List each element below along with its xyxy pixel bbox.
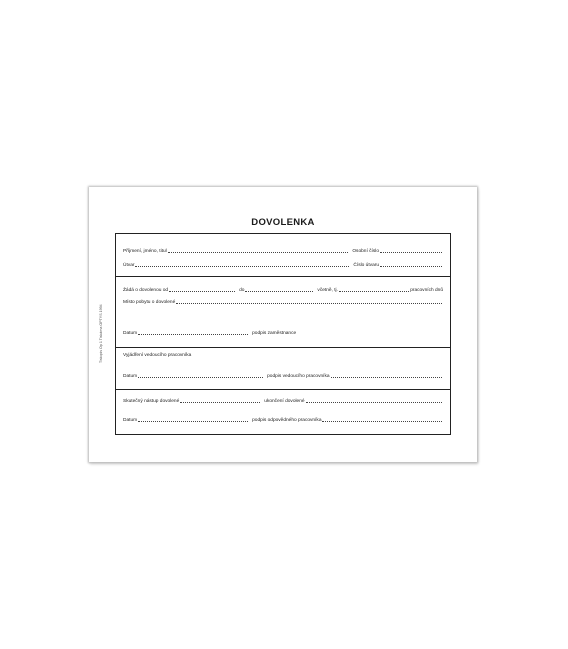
- row-name: [123, 246, 443, 254]
- end-label: ukončení dovolené: [264, 399, 305, 404]
- section-actual-leave: [116, 390, 450, 436]
- location-label: Místo pobytu o dovolené: [123, 300, 176, 305]
- department-number-field[interactable]: [380, 266, 442, 267]
- including-label: včetně, tj.: [317, 288, 338, 293]
- row-leave-dates: [123, 285, 443, 293]
- section-personal-info: [116, 234, 450, 277]
- department-number-label: Číslo útvaru: [353, 263, 379, 268]
- to-label: do: [239, 288, 245, 293]
- date-field[interactable]: [138, 334, 248, 335]
- workdays-label: pracovních dnů: [410, 288, 443, 293]
- form-title: DOVOLENKA: [251, 217, 315, 228]
- section-manager-statement: [116, 348, 450, 390]
- location-field[interactable]: [176, 303, 442, 304]
- request-from-label: Žádá o dovolenou od: [123, 288, 169, 293]
- date-field[interactable]: [138, 377, 263, 378]
- form-sheet: [89, 187, 477, 462]
- responsible-signature-field[interactable]: [322, 421, 442, 422]
- date-from-field[interactable]: [169, 291, 235, 292]
- date-label: Datum: [123, 331, 138, 336]
- personal-number-field[interactable]: [380, 252, 442, 253]
- end-field[interactable]: [306, 402, 442, 403]
- section-leave-request: [116, 277, 450, 348]
- employee-signature-label: podpis zaměstnance: [252, 331, 297, 336]
- row-responsible-signature: [123, 415, 443, 423]
- form-code-text: Tiskopis Op 1 Tiskárna OPTYS 1994: [99, 304, 103, 363]
- personal-number-label: Osobní číslo: [352, 249, 379, 254]
- date-to-field[interactable]: [245, 291, 313, 292]
- responsible-signature-label: podpis odpovědného pracovníka: [252, 418, 322, 423]
- row-department: [123, 260, 443, 268]
- actual-start-field[interactable]: [180, 402, 260, 403]
- surname-label: Příjmení, jméno, titul: [123, 249, 167, 254]
- row-location: [123, 297, 443, 305]
- manager-statement-label: Vyjádření vedoucího pracovníka: [123, 353, 192, 358]
- row-manager-statement: [123, 350, 443, 358]
- form-table: [115, 233, 451, 435]
- row-actual-leave: [123, 396, 443, 404]
- manager-signature-field[interactable]: [331, 377, 442, 378]
- department-label: Útvar: [123, 263, 135, 268]
- manager-signature-label: podpis vedoucího pracovníka: [267, 374, 330, 379]
- workdays-field[interactable]: [339, 291, 409, 292]
- date-label: Datum: [123, 418, 138, 423]
- surname-field[interactable]: [168, 252, 349, 253]
- row-employee-signature: [123, 328, 443, 336]
- date-field[interactable]: [138, 421, 248, 422]
- row-manager-signature: [123, 371, 443, 379]
- actual-start-label: Skutečný nástup dovolené: [123, 399, 180, 404]
- date-label: Datum: [123, 374, 138, 379]
- department-field[interactable]: [135, 266, 349, 267]
